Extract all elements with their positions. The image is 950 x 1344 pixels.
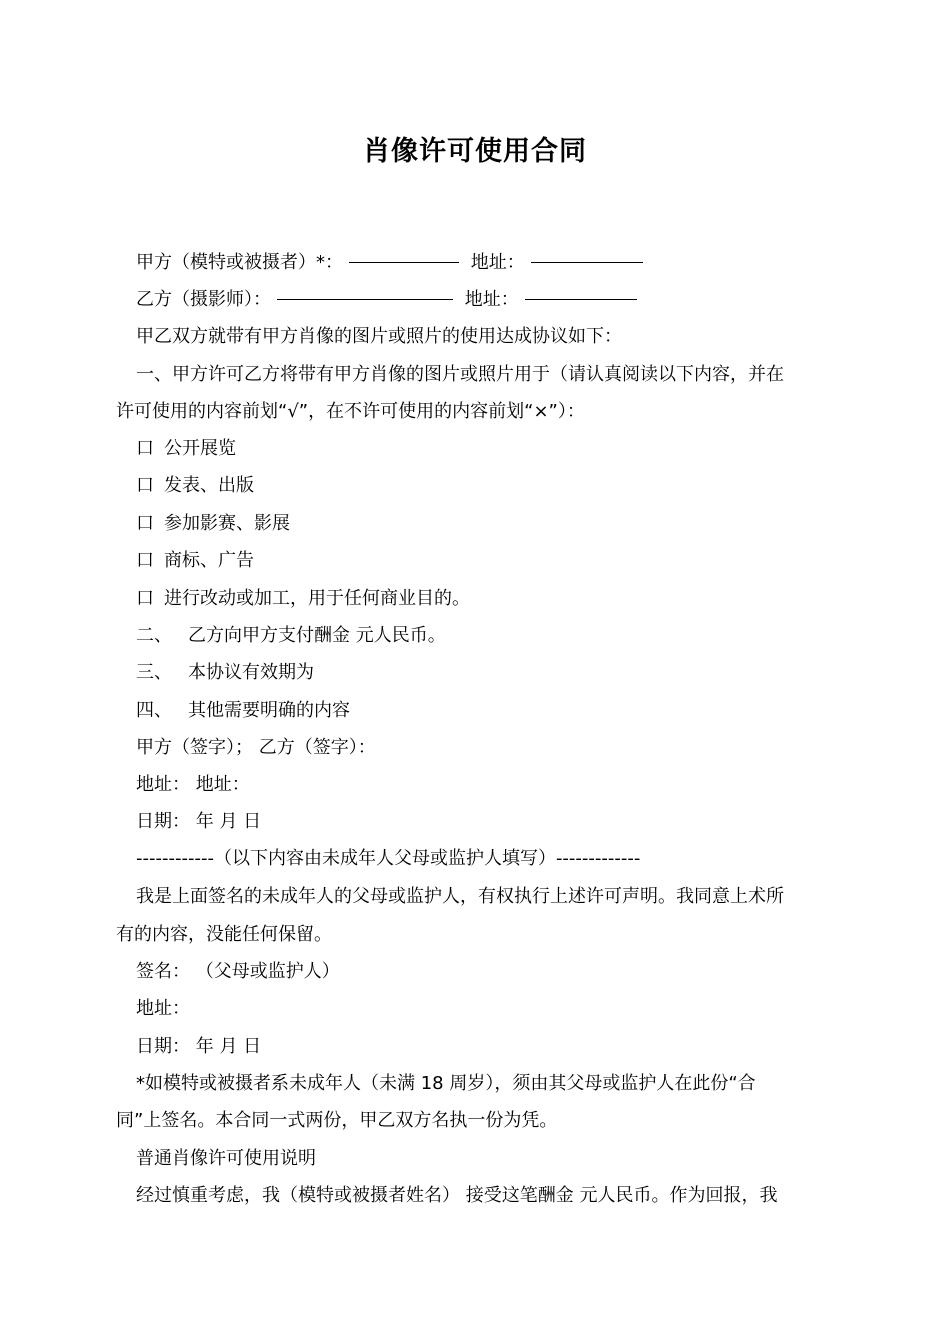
option-label: 参加影赛、影展 — [164, 513, 290, 534]
section-heading: 普通肖像许可使用说明 — [136, 1148, 316, 1169]
address-line: 地址： 地址： — [136, 774, 250, 795]
option-item — [136, 547, 866, 575]
party-b-address-blank — [525, 298, 637, 300]
section-divider: ------------（以下内容由未成年人父母或监护人填写）------------- — [136, 848, 641, 869]
final-statement-line: 经过慎重考虑，我（模特或被摄者姓名） 接受这笔酬金 元人民币。作为回报，我 — [136, 1185, 778, 1206]
clause-2-number: 二、 — [136, 625, 172, 646]
party-b-address-label: 地址： — [464, 289, 519, 310]
clause-4-text: 其他需要明确的内容 — [188, 700, 350, 721]
checkbox-icon: 口 — [136, 513, 154, 534]
guardian-address-line: 地址： — [136, 998, 190, 1019]
party-a-name-blank — [349, 261, 459, 263]
clause-3-number: 三、 — [136, 662, 172, 683]
option-item — [136, 585, 866, 613]
date-line: 日期： 年 月 日 — [136, 811, 262, 832]
guardian-sign-line: 签名： （父母或监护人） — [136, 961, 340, 982]
option-item — [136, 472, 866, 500]
intro-text: 甲乙双方就带有甲方肖像的图片或照片的使用达成协议如下： — [136, 326, 622, 347]
checkbox-icon: 口 — [136, 588, 154, 609]
option-item — [136, 510, 866, 538]
clause-4-number: 四、 — [136, 700, 172, 721]
option-label: 发表、出版 — [164, 475, 254, 496]
minor-note-line-2: 同”上签名。本合同一式两份，甲乙双方名执一份为凭。 — [116, 1110, 558, 1131]
party-a-line — [136, 249, 866, 277]
clause-3-text: 本协议有效期为 — [188, 662, 314, 683]
signature-line: 甲方（签字）； 乙方（签字）： — [136, 737, 376, 758]
minor-note-line-1: *如模特或被摄者系未成年人（未满 18 周岁），须由其父母或监护人在此份“合 — [136, 1073, 756, 1094]
clause-4 — [136, 697, 866, 725]
option-label: 商标、广告 — [164, 550, 254, 571]
option-item — [136, 435, 866, 463]
party-b-label: 乙方（摄影师）： — [136, 289, 271, 310]
option-label: 进行改动或加工，用于任何商业目的。 — [164, 588, 470, 609]
party-a-label: 甲方（模特或被摄者）*： — [136, 252, 343, 273]
party-b-line — [136, 286, 866, 314]
option-label: 公开展览 — [164, 438, 236, 459]
party-a-address-blank — [531, 261, 643, 263]
checkbox-icon: 口 — [136, 550, 154, 571]
clause-3 — [136, 659, 866, 687]
document-title: 肖像许可使用合同 — [363, 136, 587, 167]
clause-1-line-2: 许可使用的内容前划“√”，在不许可使用的内容前划“×”）： — [116, 401, 585, 422]
guardian-statement-line-2: 有的内容，没能任何保留。 — [116, 924, 332, 945]
clause-2-text: 乙方向甲方支付酬金 元人民币。 — [188, 625, 446, 646]
guardian-statement-line-1: 我是上面签名的未成年人的父母或监护人，有权执行上述许可声明。我同意上术所 — [136, 886, 784, 907]
checkbox-icon: 口 — [136, 475, 154, 496]
clause-1-line-1: 一、甲方许可乙方将带有甲方肖像的图片或照片用于（请认真阅读以下内容，并在 — [136, 364, 784, 385]
party-b-name-blank — [277, 298, 453, 300]
guardian-date-line: 日期： 年 月 日 — [136, 1036, 262, 1057]
party-a-address-label: 地址： — [470, 252, 525, 273]
clause-2 — [136, 622, 866, 650]
checkbox-icon: 口 — [136, 438, 154, 459]
